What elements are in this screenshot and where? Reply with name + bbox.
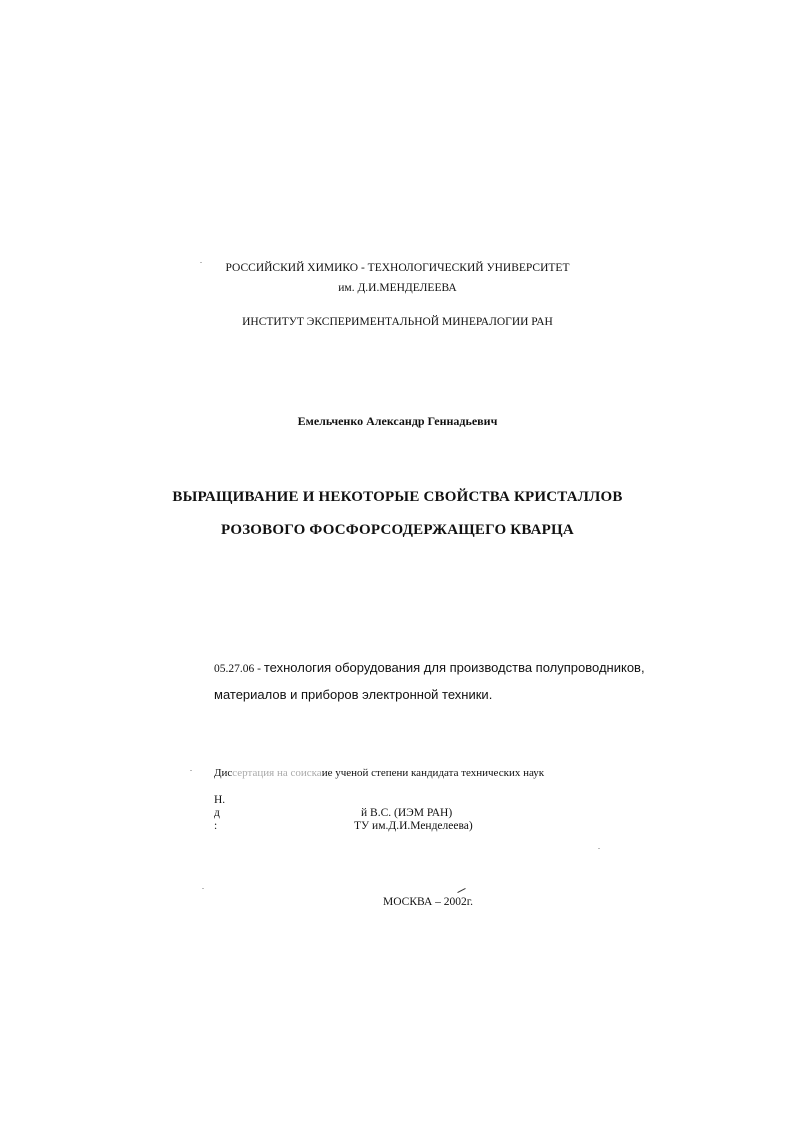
scan-speck: [202, 888, 204, 889]
thesis-title-line-2: РОЗОВОГО ФОСФОРСОДЕРЖАЩЕГО КВАРЦА: [221, 522, 574, 538]
supervisor-line-3: ТУ им.Д.И.Менделеева): [354, 820, 473, 832]
dissertation-statement: [214, 767, 544, 779]
scan-speck: [190, 770, 192, 771]
university-named-after: им. Д.И.МЕНДЕЛЕЕВА: [338, 282, 457, 294]
supervisor-line-2: й В.С. (ИЭМ РАН): [361, 807, 453, 819]
university-name: РОССИЙСКИЙ ХИМИКО - ТЕХНОЛОГИЧЕСКИЙ УНИВЕРСИТЕТ: [225, 262, 570, 274]
dissertation-prefix: Дис: [214, 767, 233, 779]
dissertation-faded-text: сертация на соиска: [232, 767, 322, 779]
institute-name: ИНСТИТУТ ЭКСПЕРИМЕНТАЛЬНОЙ МИНЕРАЛОГИИ РАН: [242, 316, 553, 328]
pen-mark: [457, 888, 465, 893]
supervisors-label: Н.: [214, 794, 226, 806]
city-year: МОСКВА – 2002г.: [383, 896, 474, 908]
supervisor-line-3-prefix: :: [214, 820, 218, 832]
specialty-line-2: материалов и приборов электронной техники.: [214, 687, 493, 702]
author-name: Емельченко Александр Геннадьевич: [297, 414, 498, 428]
specialty-line-1: [214, 659, 645, 677]
specialty-code: 05.27.06 -: [214, 663, 264, 675]
thesis-title-line-1: ВЫРАЩИВАНИЕ И НЕКОТОРЫЕ СВОЙСТВА КРИСТАЛЛОВ: [172, 489, 623, 505]
supervisor-line-2-prefix: д: [214, 807, 220, 819]
specialty-text-1: технология оборудования для производства полупроводников,: [263, 660, 645, 675]
scan-speck: [200, 262, 202, 263]
scan-speck: [598, 848, 600, 849]
dissertation-suffix: ие ученой степени кандидата технических наук: [321, 767, 545, 779]
